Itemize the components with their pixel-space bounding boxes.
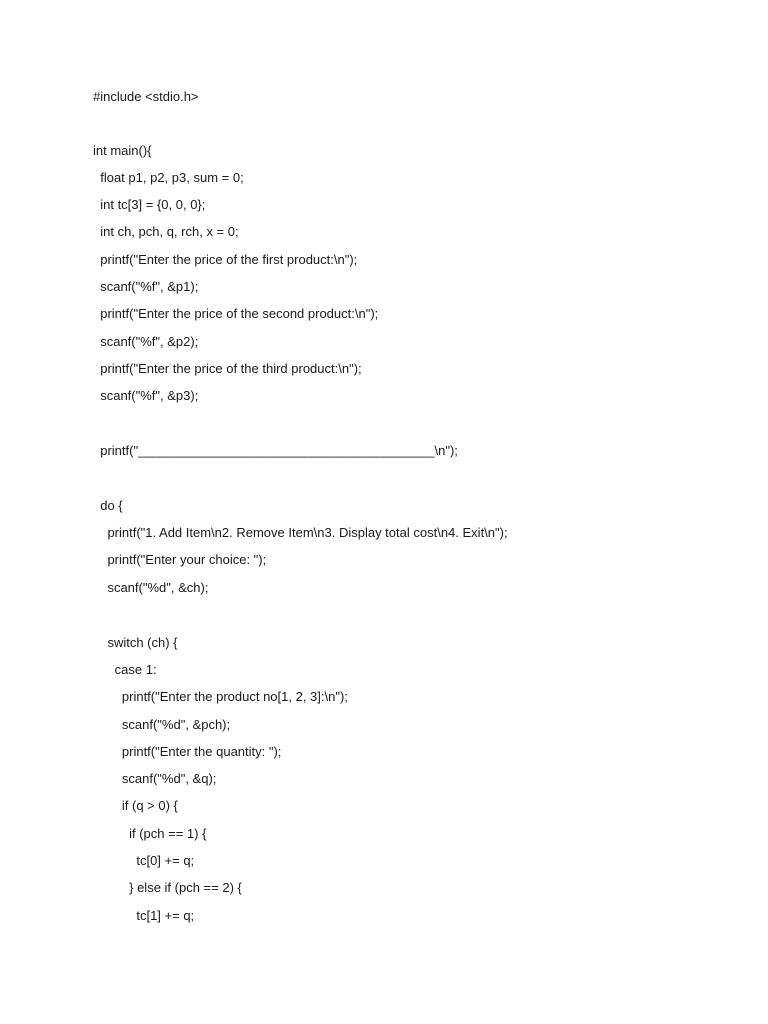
code-line: printf("_________________________________________\n"); — [93, 443, 458, 458]
code-line: printf("Enter the price of the second product:\n"); — [93, 306, 379, 321]
code-line: tc[1] += q; — [93, 908, 195, 923]
code-line: } else if (pch == 2) { — [93, 880, 242, 895]
code-line: int main(){ — [93, 143, 152, 158]
code-line: int ch, pch, q, rch, x = 0; — [93, 224, 239, 239]
code-line: scanf("%f", &p2); — [93, 334, 199, 349]
code-line: printf("Enter the quantity: "); — [93, 744, 282, 759]
code-line: tc[0] += q; — [93, 853, 195, 868]
code-line: scanf("%f", &p1); — [93, 279, 199, 294]
code-line: int tc[3] = {0, 0, 0}; — [93, 197, 206, 212]
code-line: do { — [93, 498, 123, 513]
code-line: switch (ch) { — [93, 635, 178, 650]
code-line: case 1: — [93, 662, 157, 677]
code-line: printf("Enter the product no[1, 2, 3]:\n"); — [93, 689, 348, 704]
code-line: scanf("%f", &p3); — [93, 388, 199, 403]
code-line: printf("1. Add Item\n2. Remove Item\n3. Display total cost\n4. Exit\n"); — [93, 525, 508, 540]
code-line: printf("Enter the price of the third product:\n"); — [93, 361, 362, 376]
code-line: float p1, p2, p3, sum = 0; — [93, 170, 244, 185]
code-line: scanf("%d", &q); — [93, 771, 217, 786]
code-line: printf("Enter your choice: "); — [93, 552, 267, 567]
code-line: if (q > 0) { — [93, 798, 178, 813]
code-line: printf("Enter the price of the first product:\n"); — [93, 252, 358, 267]
code-line: #include <stdio.h> — [93, 89, 199, 104]
code-line: scanf("%d", &pch); — [93, 717, 231, 732]
code-line: if (pch == 1) { — [93, 826, 207, 841]
code-line: scanf("%d", &ch); — [93, 580, 209, 595]
